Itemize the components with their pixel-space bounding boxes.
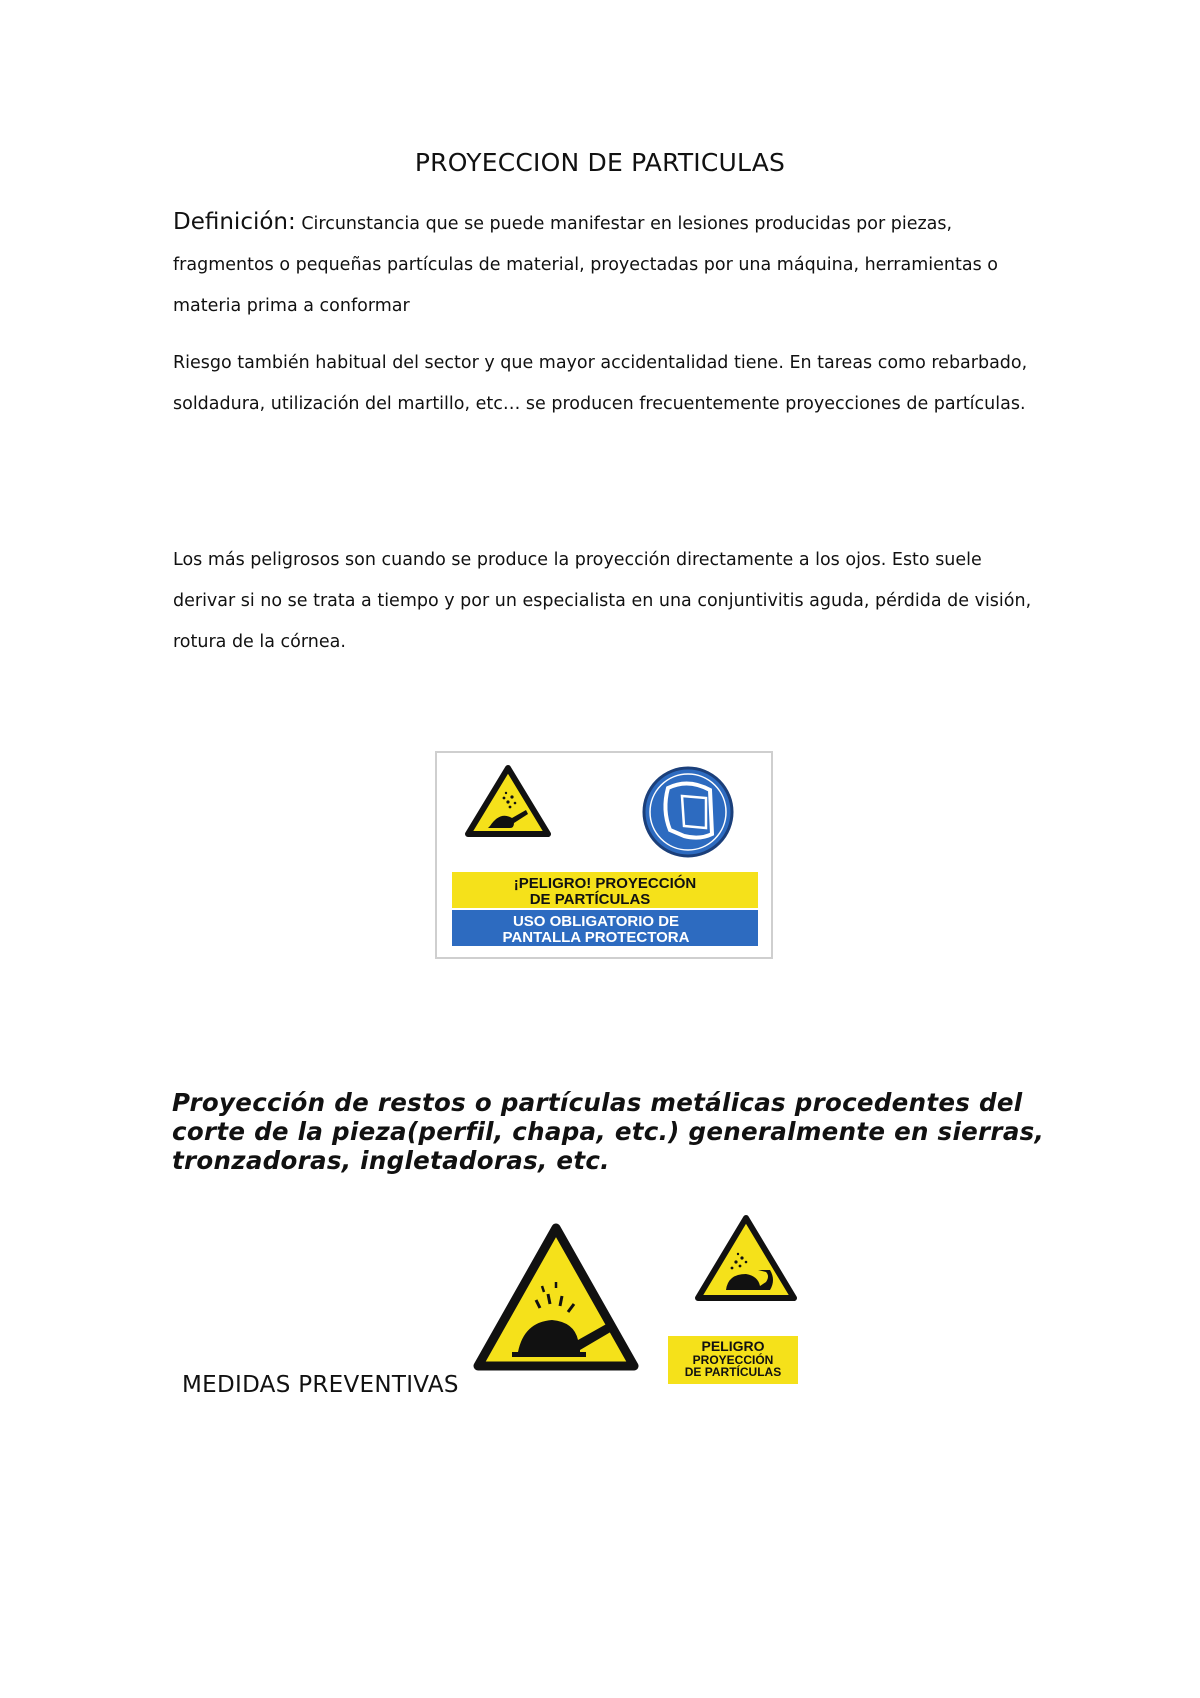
page-title: PROYECCION DE PARTICULAS	[414, 148, 786, 177]
sign1-blue-line2: PANTALLA PROTECTORA	[502, 929, 690, 946]
projection-warning-triangle-icon	[466, 1200, 646, 1390]
metal-particles-paragraph: Proyección de restos o partículas metálicas procedentes del corte de la pieza(perfil, chapa, etc.) generalmente en sierras, tronzadoras, ingletadoras, etc.	[172, 1088, 1045, 1175]
sign3-line1: PELIGRO	[701, 1338, 765, 1354]
sign3-line3: DE PARTÍCULAS	[684, 1365, 782, 1379]
preventive-measures-heading: MEDIDAS PREVENTIVAS	[182, 1372, 459, 1398]
sign1-yellow-line1: ¡PELIGRO! PROYECCIÓN	[513, 875, 697, 892]
warning-sign-combined	[400, 686, 808, 1028]
sign1-yellow-line2: DE PARTÍCULAS	[529, 891, 651, 908]
warning-triangle-icon	[698, 1218, 794, 1298]
sign3-line2: PROYECCIÓN	[692, 1353, 774, 1367]
eyes-paragraph: Los más peligrosos son cuando se produce la proyección directamente a los ojos. Esto suele derivar si no se trata a tiempo y por un especialista en una conjuntivitis aguda, pérdida de visión, rotura de la córnea.	[173, 550, 1032, 652]
risk-paragraph: Riesgo también habitual del sector y que mayor accidentalidad tiene. En tareas como rebarbado, soldadura, utilización del martillo, etc… se producen frecuentemente proyecciones de partículas.	[173, 353, 1028, 414]
definition-text: Circunstancia que se puede manifestar en lesiones producidas por piezas, fragmentos o pequeñas partículas de material, proyectadas por una máquina, herramientas o materia prima a conformar	[173, 214, 998, 316]
definition-paragraph	[173, 202, 1033, 327]
sign1-blue-line1: USO OBLIGATORIO DE	[512, 913, 680, 930]
face-shield-mandatory-icon	[644, 768, 732, 856]
definition-label: Definición:	[173, 209, 296, 235]
projection-warning-sign	[666, 1200, 824, 1390]
